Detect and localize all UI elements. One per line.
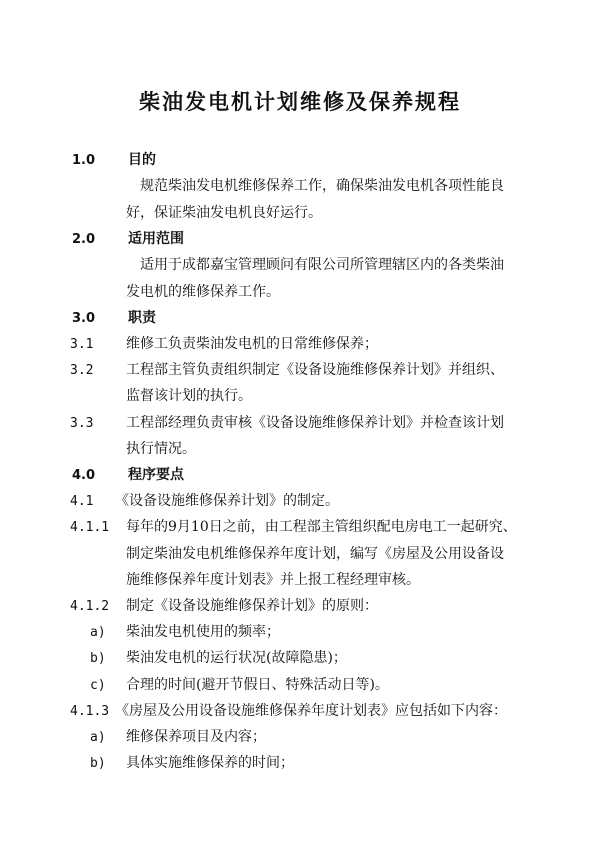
- text-line: 适用于成都嘉宝管理顾问有限公司所管理辖区内的各类柴油: [140, 257, 504, 273]
- text-line: 合理的时间(避开节假日、特殊活动日等)。: [126, 677, 389, 693]
- list-marker: a): [90, 730, 106, 745]
- section-number: 2.0: [72, 232, 96, 247]
- text-line: 《房屋及公用设备设施维修保养年度计划表》应包括如下内容：: [115, 703, 507, 719]
- clause-number: 4.1: [70, 494, 94, 509]
- text-line: 规范柴油发电机维修保养工作，确保柴油发电机各项性能良: [140, 178, 504, 194]
- clause-number: 4.1.1: [70, 520, 110, 535]
- text-line: 维修保养项目及内容；: [126, 729, 266, 745]
- text-line: 发电机的维修保养工作。: [126, 284, 280, 300]
- clause-number: 3.1: [70, 337, 94, 352]
- clause-number: 3.2: [70, 363, 94, 378]
- text-line: 柴油发电机使用的频率；: [126, 624, 280, 640]
- page-title: 柴油发电机计划维修及保养规程: [139, 90, 461, 114]
- text-line: 制定柴油发电机维修保养年度计划，编写《房屋及公用设备设: [126, 546, 504, 562]
- text-line: 具体实施维修保养的时间；: [126, 755, 294, 771]
- section-heading: 程序要点: [128, 467, 184, 483]
- text-line: 工程部经理负责审核《设备设施维修保养计划》并检查该计划: [126, 415, 504, 431]
- section-number: 1.0: [72, 153, 96, 168]
- section-heading: 职责: [128, 310, 156, 326]
- section-heading: 适用范围: [128, 231, 184, 247]
- text-line: 制定《设备设施维修保养计划》的原则：: [126, 598, 378, 614]
- section-number: 4.0: [72, 468, 96, 483]
- clause-number: 4.1.3: [70, 704, 110, 719]
- section-heading: 目的: [128, 152, 156, 168]
- list-marker: b): [90, 651, 106, 666]
- list-marker: b): [90, 756, 106, 771]
- text-line: 监督该计划的执行。: [126, 388, 252, 404]
- list-marker: c): [90, 678, 106, 693]
- text-line: 维修工负责柴油发电机的日常维修保养；: [126, 336, 378, 352]
- text-line: 每年的9月10日之前，由工程部主管组织配电房电工一起研究、: [126, 519, 517, 535]
- text-line: 《设备设施维修保养计划》的制定。: [115, 493, 339, 509]
- text-line: 工程部主管负责组织制定《设备设施维修保养计划》并组织、: [126, 362, 504, 378]
- section-number: 3.0: [72, 311, 96, 326]
- text-line: 柴油发电机的运行状况(故障隐患)；: [126, 650, 347, 666]
- text-line: 执行情况。: [126, 441, 196, 457]
- text-line: 施维修保养年度计划表》并上报工程经理审核。: [126, 572, 420, 588]
- clause-number: 3.3: [70, 416, 94, 431]
- text-line: 好，保证柴油发电机良好运行。: [126, 205, 322, 221]
- list-marker: a): [90, 625, 106, 640]
- clause-number: 4.1.2: [70, 599, 110, 614]
